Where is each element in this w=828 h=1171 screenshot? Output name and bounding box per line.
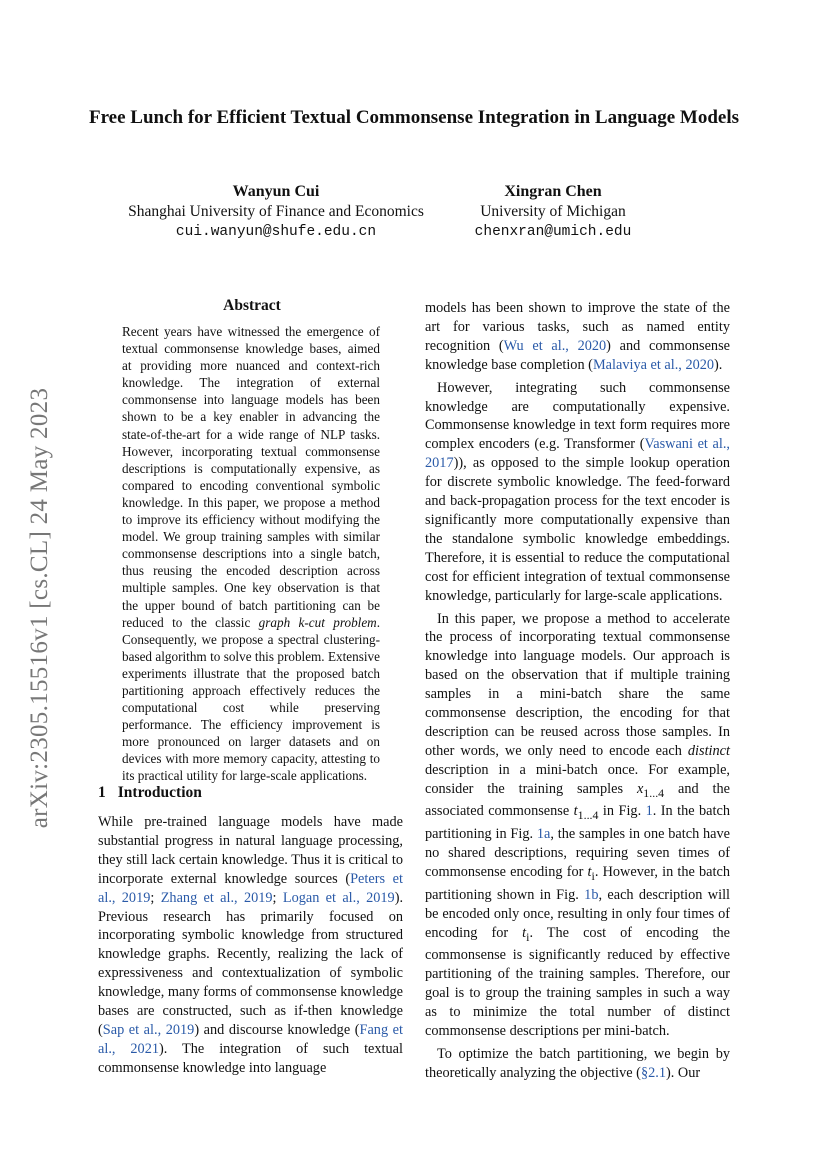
author-name: Xingran Chen bbox=[504, 183, 602, 200]
citation-link[interactable]: Vaswani et al., 2017 bbox=[425, 436, 731, 472]
author-block-2 bbox=[458, 182, 648, 242]
intro-column-right bbox=[425, 299, 730, 1083]
paragraph: However, integrating such commonsense knowledge are computationally expensive. Commonsense knowledge in text form requires more complex encoders (e.g. Transformer (Vaswani et al., 2017)), as opposed to the simple lookup operation for discrete symbolic knowledge. The feed-forward and back-propagation process for the text encoder is significantly more computationally expensive than the standalone symbolic knowledge embeddings. Therefore, it is essential to reduce the computational cost for efficient integration of textual commonsense knowledge, particularly for large-scale applications. bbox=[425, 379, 731, 604]
paragraph: To optimize the batch partitioning, we begin by theoretically analyzing the objective (§2.1). Our bbox=[425, 1045, 730, 1081]
author-email: cui.wanyun@shufe.edu.cn bbox=[175, 224, 377, 240]
author-block-1 bbox=[110, 182, 442, 242]
citation-link[interactable]: Fang et al., 2021 bbox=[98, 1021, 403, 1057]
figure-ref-link[interactable]: 1 bbox=[645, 803, 653, 820]
citation-link[interactable]: Zhang et al., 2019 bbox=[160, 889, 273, 906]
citation-link[interactable]: Malaviya et al., 2020 bbox=[592, 356, 715, 373]
math-symbol: x bbox=[636, 780, 644, 797]
paragraph: In this paper, we propose a method to accelerate the process of incorporating textual commonsense knowledge into language models. Our approach is based on the observation that if multiple training samples in a mini-batch share the same commonsense description, the encoding for that description can be reused across those samples. In other words, we only need to encode each distinct description in a mini-batch once. For example, consider the training samples $x_{1...4}$ and the associated commonsense $t_{1...4}$ in Fig. 1. In the batch partitioning in Fig. 1a, the samples in one batch have no shared descriptions, requiring seven times of commonsense encoding for $t_i$. However, in the batch partitioning shown in Fig. 1b, each description will be encoded only once, resulting in only four times of encoding for $t_i$. The cost of encoding the commonsense is significantly reduced by effective partitioning of the training samples. Therefore, our goal is to group the training samples in such a way as to minimize the total number of distinct commonsense descriptions per mini-batch. bbox=[425, 610, 731, 1039]
citation-link[interactable]: Sap et al., 2019 bbox=[102, 1021, 195, 1038]
math-symbol: t bbox=[522, 924, 527, 941]
arxiv-identifier: arXiv:2305.15516v1 [cs.CL] 24 May 2023 bbox=[26, 387, 53, 829]
citation-link[interactable]: Logan et al., 2019 bbox=[282, 889, 395, 906]
figure-ref-link[interactable]: 1b bbox=[584, 886, 599, 903]
section-heading-introduction: 1 Introduction bbox=[98, 784, 202, 801]
intro-column-left bbox=[98, 813, 403, 1078]
author-affiliation: Shanghai University of Finance and Economics bbox=[128, 203, 424, 220]
citation-link[interactable]: Peters et al., 2019 bbox=[98, 870, 403, 906]
abstract-heading: Abstract bbox=[223, 297, 281, 314]
paper-title: Free Lunch for Efficient Textual Commonsense Integration in Language Models bbox=[88, 107, 740, 128]
paragraph: While pre-trained language models have made substantial progress in natural language processing, they still lack certain knowledge. Thus it is critical to incorporate external knowledge sources (Peters et al., 2019; Zhang et al., 2019; Logan et al., 2019). Previous research has primarily focused on incorporating symbolic knowledge from structured knowledge graphs. Recently, realizing the lack of expressiveness and contextualization of symbolic knowledge, many forms of commonsense knowledge bases are constructed, such as if-then knowledge (Sap et al., 2019) and discourse knowledge (Fang et al., 2021). The integration of such textual commonsense knowledge into language bbox=[98, 814, 404, 1076]
math-symbol: t bbox=[573, 803, 578, 820]
math-symbol: t bbox=[587, 864, 592, 880]
author-affiliation: University of Michigan bbox=[480, 203, 626, 220]
paragraph: models has been shown to improve the state of the art for various tasks, such as named entity recognition (Wu et al., 2020) and commonsense knowledge base completion (Malaviya et al., 2020). bbox=[425, 300, 730, 373]
author-name: Wanyun Cui bbox=[232, 183, 320, 200]
abstract-body: Recent years have witnessed the emergence of textual commonsense knowledge bases, aimed at providing more nuanced and context-rich knowledge. The integration of external commonsense into language models has been shown to be a key enabler in advancing the state-of-the-art for a wide range of NLP tasks. However, incorporating textual commonsense descriptions is computationally expensive, as compared to encoding conventional symbolic knowledge. In this paper, we propose a method to improve its efficiency without modifying the model. We group training samples with similar commonsense descriptions into a single batch, thus reusing the encoded description across multiple samples. One key observation is that the upper bound of batch partitioning can be reduced to the classic graph k-cut problem. Consequently, we propose a spectral clustering-based algorithm to solve this problem. Extensive experiments illustrate that the proposed batch partitioning approach effectively reduces the computational cost while preserving performance. The efficiency improvement is more pronounced on larger datasets and on devices with more memory capacity, attesting to its practical utility for large-scale applications. bbox=[122, 324, 380, 784]
citation-link[interactable]: Wu et al., 2020 bbox=[503, 337, 607, 354]
section-ref-link[interactable]: §2.1 bbox=[640, 1064, 666, 1081]
arxiv-sidebar bbox=[25, 358, 55, 858]
author-email: chenxran@umich.edu bbox=[474, 224, 632, 240]
figure-ref-link[interactable]: 1a bbox=[536, 826, 551, 843]
